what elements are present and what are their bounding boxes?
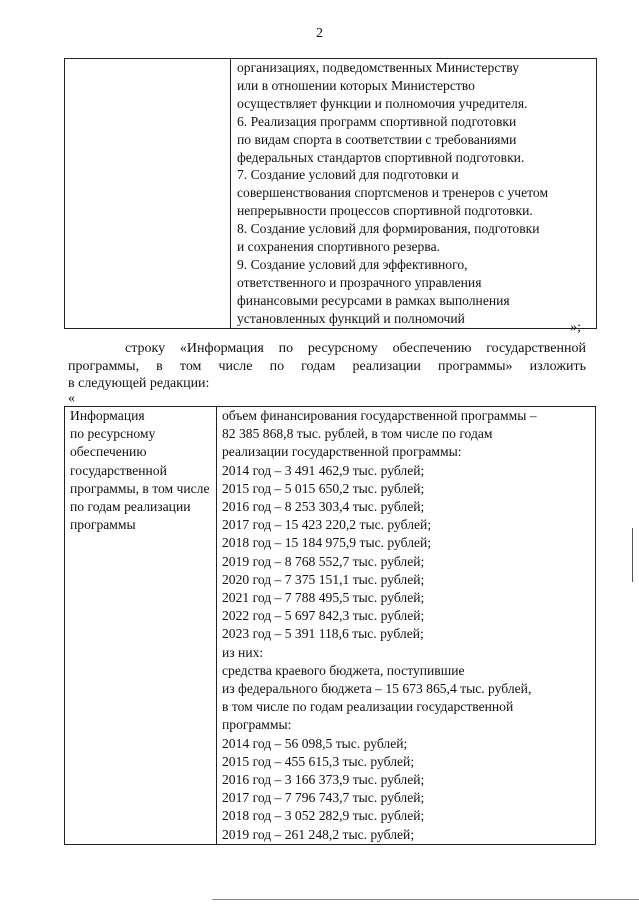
table-line: объем финансирования государственной программы – (222, 408, 537, 423)
table-line: федеральных стандартов спортивной подготовки. (237, 149, 525, 165)
resource-info-table (64, 406, 596, 845)
table-cell-tasks (231, 59, 597, 329)
opening-quote: « (68, 391, 75, 406)
table-line: 2017 год – 7 796 743,7 тыс. рублей; (222, 790, 425, 806)
table-line: 82 385 868,8 тыс. рублей, в том числе по годам (222, 426, 493, 442)
table-line: 2022 год – 5 697 842,3 тыс. рублей; (222, 608, 425, 624)
table-line: организациях, подведомственных Министерству (237, 60, 520, 75)
table-line: ответственного и прозрачного управления (237, 274, 482, 290)
margin-mark (632, 528, 633, 582)
table-line: средства краевого бюджета, поступившие (222, 662, 465, 678)
table-line: 2014 год – 56 098,5 тыс. рублей; (222, 735, 408, 751)
paragraph-line: программы, в том числе по годам реализации программы» изложить (68, 358, 586, 374)
table-row (65, 59, 597, 329)
table-line: 2018 год – 15 184 975,9 тыс. рублей; (222, 535, 432, 551)
table-line: обеспечению (70, 444, 147, 460)
table-line: 6. Реализация программ спортивной подготовки (237, 113, 517, 129)
table-line: 2016 год – 8 253 303,4 тыс. рублей; (222, 499, 425, 515)
table-row (65, 407, 596, 845)
table-line: по годам реализации (70, 499, 191, 515)
table-line: 2015 год – 5 015 650,2 тыс. рублей; (222, 480, 425, 496)
table-line: из них: (222, 644, 264, 660)
table-line: 2021 год – 7 788 495,5 тыс. рублей; (222, 590, 425, 606)
table-line: по видам спорта в соответствии с требованиями (237, 131, 517, 147)
table-line: из федерального бюджета – 15 673 865,4 тыс. рублей, (222, 681, 532, 697)
table-line: 2014 год – 3 491 462,9 тыс. рублей; (222, 462, 425, 478)
table-line: 2016 год – 3 166 373,9 тыс. рублей; (222, 772, 425, 788)
table-line: 8. Создание условий для формирования, подготовки (237, 221, 540, 237)
closing-quote: »; (570, 320, 581, 335)
table-line: установленных функций и полномочий (237, 310, 465, 326)
table-line: 9. Создание условий для эффективного, (237, 256, 468, 272)
table-line: и сохранения спортивного резерва. (237, 239, 441, 255)
page-bottom-rule (212, 899, 639, 900)
table-line: программы: (222, 717, 292, 733)
passport-table-continuation (64, 58, 597, 329)
table-line: 2018 год – 3 052 282,9 тыс. рублей; (222, 808, 425, 824)
table-line: 2019 год – 261 248,2 тыс. рублей; (222, 826, 415, 842)
table-line: 2017 год – 15 423 220,2 тыс. рублей; (222, 517, 432, 533)
table-line: осуществляет функции и полномочия учредителя. (237, 95, 528, 111)
table-line: 2015 год – 455 615,3 тыс. рублей; (222, 753, 415, 769)
table-line: или в отношении которых Министерство (237, 77, 475, 93)
table-cell-funding (217, 407, 596, 845)
table-line: совершенствования спортсменов и тренеров с учетом (237, 185, 549, 201)
paragraph-line: строку «Информация по ресурсному обеспечению государственной (125, 341, 586, 356)
amendment-paragraph (68, 340, 586, 393)
table-cell-empty (65, 59, 231, 329)
table-line: по ресурсному (70, 426, 156, 442)
table-line: реализации государственной программы: (222, 444, 462, 460)
table-line: 2023 год – 5 391 118,6 тыс. рублей; (222, 626, 424, 642)
page-number: 2 (316, 26, 323, 41)
table-line: финансовыми ресурсами в рамках выполнения (237, 292, 510, 308)
table-line: в том числе по годам реализации государственной (222, 699, 514, 715)
table-line: непрерывности процессов спортивной подготовки. (237, 203, 533, 219)
table-line: 7. Создание условий для подготовки и (237, 167, 459, 183)
paragraph-line: в следующей редакции: (68, 376, 210, 391)
table-line: государственной (70, 462, 167, 478)
table-line: программы, в том числе (70, 480, 210, 496)
table-line: 2019 год – 8 768 552,7 тыс. рублей; (222, 553, 425, 569)
table-line: 2020 год – 7 375 151,1 тыс. рублей; (222, 571, 425, 587)
table-cell-heading (65, 407, 217, 845)
table-line: Информация (70, 408, 145, 423)
table-line: программы (70, 517, 136, 533)
